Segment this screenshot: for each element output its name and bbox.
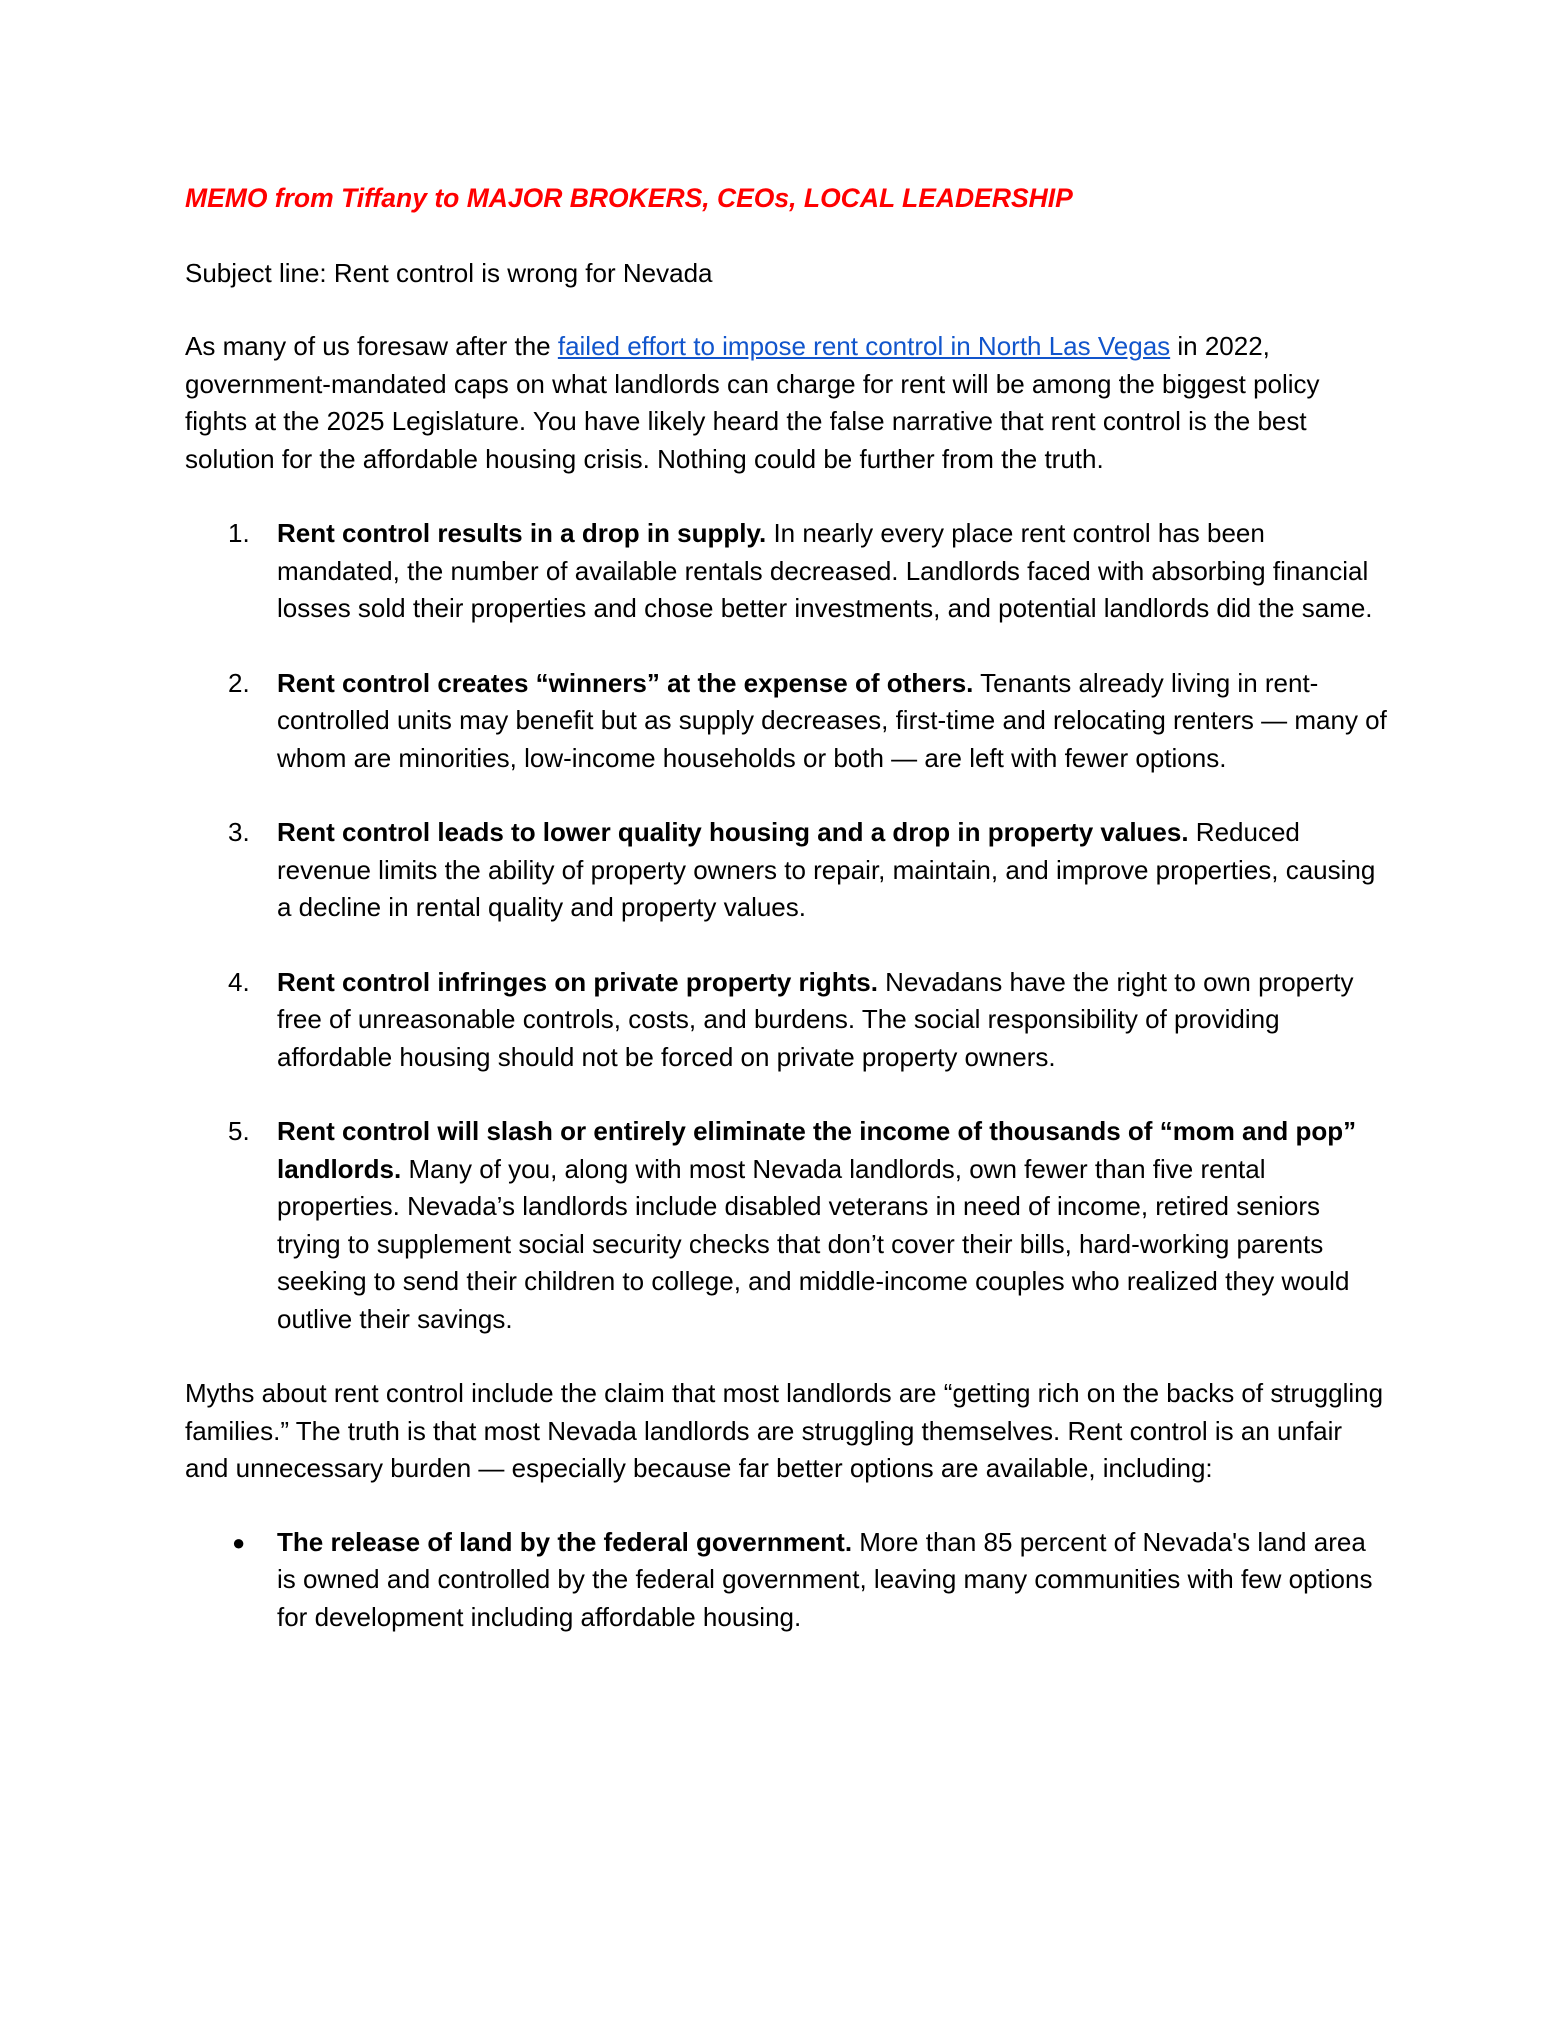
list-number: 1. <box>228 518 250 548</box>
myths-paragraph: Myths about rent control include the claim that most landlords are “getting rich on the backs of struggling families.” The truth is that most Nevada landlords are struggling themselves. Rent control is an unfair and unnecessary burden — especially because far better options are available, including: <box>185 1378 1384 1483</box>
intro-text-before-link: As many of us foresaw after the <box>185 331 558 361</box>
list-number: 4. <box>228 966 250 997</box>
options-bullet-list <box>185 1524 1385 1637</box>
memo-page <box>185 180 1385 1673</box>
point-text: Reduced revenue limits the ability of property owners to repair, maintain, and improve properties, causing a decline in rental quality and property values. <box>277 817 1376 922</box>
point-text: Many of you, along with most Nevada landlords, own fewer than five rental properties. Nevada’s landlords include disabled veterans in need of income, retired seniors trying to supplement social security checks that don’t cover their bills, hard-working parents seeking to send their children to college, and middle-income couples who realized they would outlive their savings. <box>277 1153 1350 1334</box>
option-lead: The release of land by the federal government. <box>277 1526 853 1557</box>
north-las-vegas-link[interactable]: failed effort to impose rent control in North Las Vegas <box>557 331 1171 361</box>
list-item <box>185 515 1387 628</box>
point-text: Nevadans have the right to own property free of unreasonable controls, costs, and burdens. The social responsibility of providing affordable housing should not be forced on private property owners. <box>277 966 1354 1072</box>
list-item <box>185 1524 1387 1637</box>
option-text: More than 85 percent of Nevada's land area is owned and controlled by the federal government, leaving many communities with few options for development including affordable housing. <box>277 1526 1373 1632</box>
list-item <box>185 665 1387 778</box>
point-text: In nearly every place rent control has been mandated, the number of available rentals decreased. Landlords faced with absorbing financial losses sold their properties and chose better investments, and potential landlords did the same. <box>277 518 1373 623</box>
point-lead: Rent control will slash or entirely eliminate the income of thousands of “mom and pop” landlords. <box>277 1116 1357 1184</box>
list-number: 2. <box>228 667 250 698</box>
intro-text-after-link: in 2022, government-mandated caps on what landlords can charge for rent will be among the biggest policy fights at the 2025 Legislature. You have likely heard the false narrative that rent control is the best solution for the affordable housing crisis. Nothing could be further from the truth. <box>185 331 1320 474</box>
bullet-icon: ● <box>232 1529 246 1555</box>
list-item <box>185 814 1387 927</box>
point-lead: Rent control leads to lower quality housing and a drop in property values. <box>277 817 1189 847</box>
point-text: Tenants already living in rent-controlled units may benefit but as supply decreases, first-time and relocating renters — many of whom are minorities, low-income households or both — are left with fewer options. <box>277 667 1387 773</box>
memo-title: MEMO from Tiffany to MAJOR BROKERS, CEOs, LOCAL LEADERSHIP <box>185 183 1073 213</box>
subject-line: Subject line: Rent control is wrong for Nevada <box>185 257 713 288</box>
list-number: 5. <box>228 1116 250 1146</box>
list-number: 3. <box>228 817 250 847</box>
point-lead: Rent control creates “winners” at the expense of others. <box>277 667 974 698</box>
numbered-points-list <box>185 515 1385 1338</box>
point-lead: Rent control infringes on private property rights. <box>277 966 878 997</box>
list-item <box>185 1113 1387 1338</box>
list-item <box>185 964 1387 1077</box>
intro-paragraph <box>185 328 1385 478</box>
point-lead: Rent control results in a drop in supply. <box>277 518 767 548</box>
